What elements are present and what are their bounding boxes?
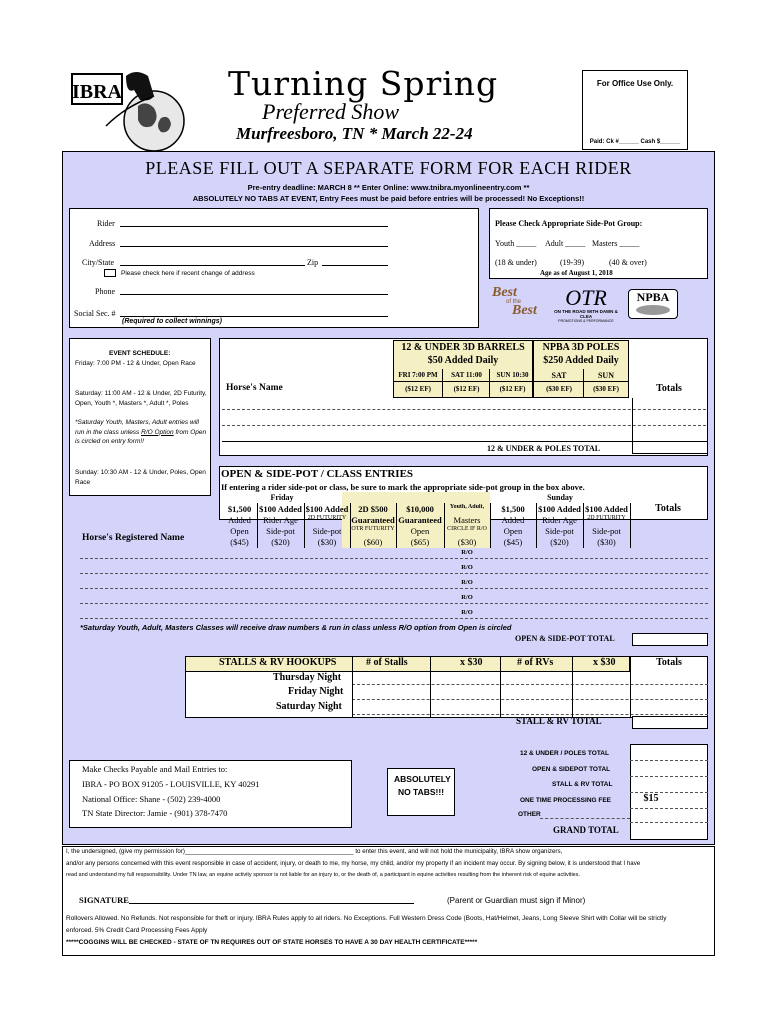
open-col-3-l1: $100 Added <box>305 504 349 514</box>
address-field[interactable] <box>120 246 388 247</box>
rules-line-1: Rollovers Allowed. No Refunds. Not responsible for theft or injury. IBRA Rules apply to all riders. No Exceptions. Full Western Dress Code (Boots, Hat/Helmet, Jeans, Long Sleeve Shirt with Collar will be strictly <box>66 915 667 922</box>
ssn-note: (Required to collect winnings) <box>122 318 222 325</box>
ibra-logo <box>66 66 196 158</box>
summary-other-field[interactable] <box>630 822 708 823</box>
poles-sat-fee: ($30 EF) <box>546 385 572 393</box>
open-entry-row[interactable] <box>80 603 708 604</box>
open-col-7-l2: Added <box>501 515 525 525</box>
citystate-field[interactable] <box>120 265 305 266</box>
schedule-sunday: Sunday: 10:30 AM - 12 & Under, Poles, Open Race <box>75 469 206 486</box>
barrels-sat-time: SAT 11:00 <box>451 371 482 379</box>
poles-total-field[interactable] <box>632 441 708 454</box>
horse-entry-row[interactable] <box>222 409 706 410</box>
open-col-1-l2: Added <box>228 515 251 525</box>
open-col-4-l4: ($60) <box>363 537 383 547</box>
npba-logo: NPBA <box>628 289 678 319</box>
open-col-4-l2: Guaranteed <box>351 515 395 525</box>
barrels-fri-time: FRI 7:00 PM <box>398 371 438 379</box>
open-col-7-l1: $1,500 <box>501 504 525 514</box>
office-paid-line: Paid: Ck #______ Cash $______ <box>589 139 681 145</box>
zip-field[interactable] <box>322 265 388 266</box>
summary-open-label: OPEN & SIDEPOT TOTAL <box>532 766 611 773</box>
stalls-title: STALLS & RV HOOKUPS <box>219 657 337 668</box>
open-totals-header: Totals <box>655 503 681 514</box>
poles-added: $250 Added Daily <box>543 355 619 366</box>
friday-night-row[interactable] <box>352 699 708 700</box>
registered-name-label: Horse's Registered Name <box>82 533 185 543</box>
summary-processing-label: ONE TIME PROCESSING FEE <box>520 797 612 804</box>
ro-option[interactable]: R/O <box>461 579 473 586</box>
open-col-1-l1: $1,500 <box>227 504 252 514</box>
barrels-sun-fee: ($12 EF) <box>499 385 526 393</box>
open-col-2-l4: ($20) <box>271 537 290 547</box>
address-change-checkbox[interactable] <box>104 269 116 277</box>
summary-processing-field <box>630 808 708 809</box>
no-tabs-box: ABSOLUTELY NO TABS!!! <box>387 768 455 816</box>
barrels-sun-time: SUN 10:30 <box>496 371 529 379</box>
barrels-sat-fee: ($12 EF) <box>453 385 480 393</box>
sidepot-adult-age: (19-39) <box>560 258 584 267</box>
office-use-box <box>582 70 688 150</box>
address-label: Address <box>89 239 116 248</box>
stall-total-field[interactable] <box>632 716 708 729</box>
coggins-notice: *****COGGINS WILL BE CHECKED - STATE OF TN REQUIRES OUT OF STATE HORSES TO HAVE A 30 DAY HEALTH CERTIFICATE***** <box>66 939 478 946</box>
open-col-3-l4: ($30) <box>317 537 337 547</box>
thursday-night-row[interactable] <box>352 684 708 685</box>
event-subtitle: Preferred Show <box>262 99 400 124</box>
open-col-1-l3: Open <box>230 526 249 536</box>
schedule-heading: EVENT SCHEDULE: <box>109 350 171 357</box>
open-entry-row[interactable] <box>80 618 708 619</box>
open-col-5-l2: Guaranteed <box>398 515 442 525</box>
ro-option[interactable]: R/O <box>461 594 473 601</box>
sidepot-masters[interactable]: Masters _____ <box>592 239 640 248</box>
open-total-label: OPEN & SIDE-POT TOTAL <box>515 634 615 643</box>
mail-line-4: TN State Director: Jamie - (901) 378-7470 <box>82 808 228 818</box>
schedule-saturday-note: *Saturday Youth, Masters, Adult entries will run in the class unless R/O Option from Open is circled on entry form!! <box>75 419 207 445</box>
friday-label: Friday <box>270 493 294 502</box>
barrels-added: $50 Added Daily <box>427 355 499 366</box>
barrels-totals-header: Totals <box>656 383 682 394</box>
summary-stall-label: STALL & RV TOTAL <box>552 781 613 788</box>
open-col-1-l4: ($45) <box>230 537 249 547</box>
rv-price: x $30 <box>593 657 616 668</box>
open-col-2-l3: Side-pot <box>266 526 295 536</box>
grand-total-label: GRAND TOTAL <box>553 825 619 835</box>
mail-line-1: Make Checks Payable and Mail Entries to: <box>82 764 228 774</box>
mail-line-2: IBRA - PO BOX 91205 - LOUISVILLE, KY 40291 <box>82 779 260 789</box>
open-col-5-l4: ($65) <box>410 537 430 547</box>
open-col-5-l1: $10,000 <box>406 504 434 514</box>
signature-field[interactable] <box>129 903 414 904</box>
open-col-8-l3: Side-pot <box>545 526 574 536</box>
thursday-night-label: Thursday Night <box>273 672 342 683</box>
open-col-9-l2: 2D FUTURITY <box>587 515 626 521</box>
ssn-field[interactable] <box>120 316 388 317</box>
deadline-text: Pre-entry deadline: MARCH 8 ** Enter Online: www.tnibra.myonlineentry.com ** <box>247 183 530 192</box>
num-stalls-label: # of Stalls <box>366 657 408 668</box>
no-tabs-notice: ABSOLUTELY NO TABS AT EVENT, Entry Fees must be paid before entries will be processed! No Exceptions!! <box>192 194 585 203</box>
open-col-8-l4: ($20) <box>550 537 569 547</box>
mail-line-3: National Office: Shane - (502) 239-4000 <box>82 794 221 804</box>
waiver-line-3: read and understand my full respsonsibility. Under TN law, an equine activity sponsor is not liable for an injury to, or the death of, a participant in equine activities resulting from the inherent risk of equine activities. <box>66 872 581 878</box>
logo-text: IBRA <box>71 81 123 103</box>
age-note: Age as of August 1, 2018 <box>540 269 613 277</box>
open-col-6-l2: Masters <box>453 515 481 525</box>
num-rvs-label: # of RVs <box>517 657 554 668</box>
open-col-4-l3: OTR FUTURITY <box>351 526 395 532</box>
sidepot-masters-age: (40 & over) <box>609 258 647 267</box>
open-col-3-l3: Side-pot <box>312 526 342 536</box>
open-entry-row[interactable] <box>80 573 708 574</box>
poles-sun-fee: ($30 EF) <box>593 385 619 393</box>
friday-night-label: Friday Night <box>288 686 344 697</box>
address-change-label: Please check here if recent change of address <box>121 270 255 277</box>
open-col-9-l4: ($30) <box>597 537 616 547</box>
rules-line-2: enforced. 5% Credit Card Processing Fees Apply <box>66 927 208 934</box>
zip-label: Zip <box>307 258 319 267</box>
saturday-night-label: Saturday Night <box>276 701 342 712</box>
barrels-fri-fee: ($12 EF) <box>405 385 431 393</box>
open-col-4-l1: 2D $500 <box>358 504 388 514</box>
sidepot-title: Please Check Appropriate Side-Pot Group: <box>495 219 643 228</box>
phone-field[interactable] <box>120 294 388 295</box>
poles-title: NPBA 3D POLES <box>542 342 620 353</box>
phone-label: Phone <box>95 287 115 296</box>
open-col-7-l4: ($45) <box>503 537 523 547</box>
open-col-7-l3: Open <box>503 526 523 536</box>
saturday-night-row[interactable] <box>352 714 708 715</box>
form-title: PLEASE FILL OUT A SEPARATE FORM FOR EACH RIDER <box>145 158 632 178</box>
poles-total-label: 12 & UNDER & POLES TOTAL <box>487 444 601 453</box>
best-of-best-logo: Best of the Best <box>492 285 537 318</box>
otr-logo: OTR ON THE ROAD WITH DAWN & CLEA PROMOTIONS & PERFORMANCE <box>554 285 618 323</box>
open-col-9-l3: Side-pot <box>592 526 621 536</box>
waiver-line-2: and/or any persons concerned with this event responsible in case of accident, injury, or death to me, my horse, my child, and/or my property if an incident may occur. By signing below, it is understood that I have <box>66 860 641 867</box>
open-total-field[interactable] <box>632 633 708 646</box>
open-col-5-l3: Open <box>410 526 430 536</box>
summary-other-label: OTHER <box>518 811 541 818</box>
summary-open-field[interactable] <box>630 776 708 777</box>
open-col-3-l2: 2D FUTURITY <box>307 515 347 521</box>
event-location: Murfreesboro, TN * March 22-24 <box>236 124 473 143</box>
schedule-friday: Friday: 7:00 PM - 12 & Under, Open Race <box>75 360 196 367</box>
open-col-8-l1: $100 Added <box>538 504 581 514</box>
open-entry-row[interactable] <box>80 558 708 559</box>
rider-label: Rider <box>97 219 115 228</box>
open-note: *Saturday Youth, Adult, Masters Classes will receive draw numbers & run in class unless R/O option from Open is circled <box>80 623 512 632</box>
poles-sat-day: SAT <box>551 371 567 380</box>
open-col-2-l2: Rider Age <box>263 515 298 525</box>
open-col-6-l4: ($30) <box>457 537 477 547</box>
open-instructions: If entering a rider side-pot or class, be sure to mark the appropriate side-pot group in the box above. <box>221 482 585 492</box>
guardian-note: (Parent or Guardian must sign if Minor) <box>447 896 586 905</box>
horse-entry-row[interactable] <box>222 425 706 426</box>
open-col-6-l3: CIRCLE IF R/O <box>447 526 487 532</box>
horse-name-label: Horse's Name <box>226 383 283 393</box>
rider-field[interactable] <box>120 226 388 227</box>
schedule-saturday: Saturday: 11:00 AM - 12 & Under, 2D Futurity, Open, Youth *, Masters *, Adult *, Poles <box>75 390 207 407</box>
open-col-6-l1: Youth, Adult, <box>449 504 485 510</box>
summary-poles-field[interactable] <box>630 760 708 761</box>
stalls-totals-header: Totals <box>656 657 682 668</box>
ro-option[interactable]: R/O <box>461 549 473 556</box>
event-title: Turning Spring <box>228 64 499 103</box>
office-title: For Office Use Only. <box>596 79 674 88</box>
citystate-label: City/State <box>82 258 114 267</box>
stall-total-label: STALL & RV TOTAL <box>516 716 602 726</box>
processing-fee-value: $15 <box>643 793 659 804</box>
open-col-8-l2: Rider Age <box>542 515 577 525</box>
waiver-line-1: I, the undersigned, (give my permission for)_________________________________________________ to enter this event, and will not hold the municipality, IBRA show organizers, <box>66 848 563 855</box>
ro-option[interactable]: R/O <box>461 564 473 571</box>
stall-price: x $30 <box>460 657 483 668</box>
open-col-2-l1: $100 Added <box>259 504 302 514</box>
sidepot-adult[interactable]: Adult _____ <box>545 239 586 248</box>
open-entry-row[interactable] <box>80 588 708 589</box>
sunday-label: Sunday <box>547 493 573 502</box>
ro-option[interactable]: R/O <box>461 609 473 616</box>
poles-sun-day: SUN <box>597 371 614 380</box>
open-col-9-l1: $100 Added <box>585 504 628 514</box>
summary-poles-label: 12 & UNDER / POLES TOTAL <box>520 750 609 757</box>
ssn-label: Social Sec. # <box>74 309 116 318</box>
signature-label: SIGNATURE <box>79 895 129 905</box>
barrels-title: 12 & UNDER 3D BARRELS <box>401 342 525 353</box>
open-title: OPEN & SIDE-POT / CLASS ENTRIES <box>221 468 414 480</box>
sidepot-youth[interactable]: Youth _____ <box>495 239 537 248</box>
sidepot-youth-age: (18 & under) <box>495 258 537 267</box>
